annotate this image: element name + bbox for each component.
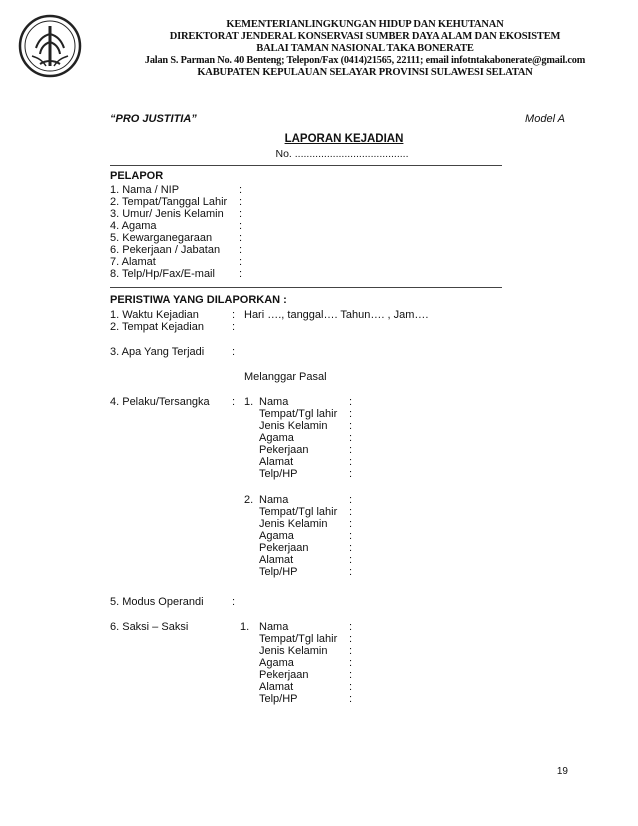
waktu-colon: : (232, 309, 236, 321)
letterhead-ministry: KEMENTERIANLINGKUNGAN HIDUP DAN KEHUTANAN (226, 19, 504, 30)
pelaku-2-colon: : (349, 554, 353, 566)
pelapor-item: 6. Pekerjaan / Jabatan (110, 244, 221, 256)
pelaku-2-colon: : (349, 518, 353, 530)
pelaku-1-field: Jenis Kelamin (259, 420, 328, 432)
saksi-1-field: Nama (259, 621, 289, 633)
ministry-logo-icon (18, 14, 82, 78)
pelaku-1-field: Agama (259, 432, 294, 444)
pelaku-2-colon: : (349, 542, 353, 554)
saksi-1-colon: : (349, 621, 353, 633)
saksi-1-colon: : (349, 669, 353, 681)
pro-justitia-label: “PRO JUSTITIA” (110, 113, 197, 125)
document-number: No. ....................................... (275, 148, 409, 160)
letterhead (100, 19, 630, 79)
divider-middle (110, 287, 502, 288)
saksi-1-colon: : (349, 645, 353, 657)
pelapor-item: 4. Agama (110, 220, 157, 232)
pelaku-2-colon: : (349, 566, 353, 578)
saksi-1-colon: : (349, 681, 353, 693)
saksi-1-field: Telp/HP (259, 693, 298, 705)
pelaku-2-field: Telp/HP (259, 566, 298, 578)
pelapor-colon: : (239, 184, 243, 196)
saksi-1-field: Tempat/Tgl lahir (259, 633, 338, 645)
pelapor-item: 5. Kewarganegaraan (110, 232, 213, 244)
peristiwa-title: PERISTIWA YANG DILAPORKAN : (110, 294, 287, 306)
pelaku-2-colon: : (349, 494, 353, 506)
pelaku-2-field: Jenis Kelamin (259, 518, 328, 530)
letterhead-office: BALAI TAMAN NASIONAL TAKA BONERATE (256, 43, 474, 54)
saksi-1-colon: : (349, 657, 353, 669)
pelaku-1-field: Alamat (259, 456, 294, 468)
saksi-1-field: Alamat (259, 681, 294, 693)
melanggar-pasal-label: Melanggar Pasal (244, 371, 327, 383)
pelaku-1-colon: : (349, 396, 353, 408)
pelaku-1-colon: : (349, 444, 353, 456)
pelapor-item: 2. Tempat/Tanggal Lahir (110, 196, 228, 208)
saksi-label: 6. Saksi – Saksi (110, 621, 189, 633)
pelaku-1-field: Tempat/Tgl lahir (259, 408, 338, 420)
pelapor-item: 3. Umur/ Jenis Kelamin (110, 208, 224, 220)
pelaku-label: 4. Pelaku/Tersangka (110, 396, 210, 408)
pelaku-2-field: Tempat/Tgl lahir (259, 506, 338, 518)
model-label: Model A (525, 113, 565, 125)
tempat-kejadian-label: 2. Tempat Kejadian (110, 321, 204, 333)
waktu-kejadian-label: 1. Waktu Kejadian (110, 309, 199, 321)
pelaku-1-number: 1. (244, 396, 254, 408)
saksi-1-field: Pekerjaan (259, 669, 309, 681)
waktu-kejadian-value: Hari …., tanggal…. Tahun…. , Jam…. (244, 309, 429, 321)
saksi-1-field: Agama (259, 657, 294, 669)
page-number: 19 (556, 766, 568, 777)
pelapor-item: 7. Alamat (110, 256, 156, 268)
pelapor-colon: : (239, 208, 243, 220)
pelaku-colon: : (232, 396, 236, 408)
pelapor-item: 1. Nama / NIP (110, 184, 180, 196)
divider-top (110, 165, 502, 166)
pelaku-2-colon: : (349, 506, 353, 518)
pelaku-2-field: Nama (259, 494, 289, 506)
modus-operandi-label: 5. Modus Operandi (110, 596, 204, 608)
pelaku-2-colon: : (349, 530, 353, 542)
pelaku-1-colon: : (349, 456, 353, 468)
pelaku-1-colon: : (349, 432, 353, 444)
pelapor-title: PELAPOR (110, 170, 164, 182)
saksi-1-colon: : (349, 633, 353, 645)
letterhead-directorate: DIREKTORAT JENDERAL KONSERVASI SUMBER DAYA ALAM DAN EKOSISTEM (169, 31, 561, 42)
apa-yang-terjadi-label: 3. Apa Yang Terjadi (110, 346, 205, 358)
pelapor-colon: : (239, 256, 243, 268)
pelapor-item: 8. Telp/Hp/Fax/E-mail (110, 268, 215, 280)
pelaku-1-colon: : (349, 408, 353, 420)
pelapor-colon: : (239, 268, 243, 280)
pelaku-1-field: Telp/HP (259, 468, 298, 480)
pelapor-colon: : (239, 232, 243, 244)
letterhead-address: Jalan S. Parman No. 40 Benteng; Telepon/Fax (0414)21565, 22111; email infotntakabonerate@gmail.com (144, 55, 586, 66)
pelapor-colon: : (239, 220, 243, 232)
pelaku-2-field: Agama (259, 530, 294, 542)
tempat-colon: : (232, 321, 236, 333)
saksi-1-number: 1. (240, 621, 250, 633)
pelaku-1-field: Nama (259, 396, 289, 408)
pelaku-1-field: Pekerjaan (259, 444, 309, 456)
letterhead-region: KABUPATEN KEPULAUAN SELAYAR PROVINSI SULAWESI SELATAN (197, 67, 533, 78)
saksi-1-field: Jenis Kelamin (259, 645, 328, 657)
pelaku-2-field: Pekerjaan (259, 542, 309, 554)
pelaku-2-field: Alamat (259, 554, 294, 566)
pelapor-colon: : (239, 196, 243, 208)
pelaku-1-colon: : (349, 468, 353, 480)
pelaku-1-colon: : (349, 420, 353, 432)
pelapor-colon: : (239, 244, 243, 256)
apa-colon: : (232, 346, 236, 358)
saksi-1-colon: : (349, 693, 353, 705)
modus-colon: : (232, 596, 236, 608)
document-title: LAPORAN KEJADIAN (284, 133, 404, 145)
pelaku-2-number: 2. (244, 494, 254, 506)
